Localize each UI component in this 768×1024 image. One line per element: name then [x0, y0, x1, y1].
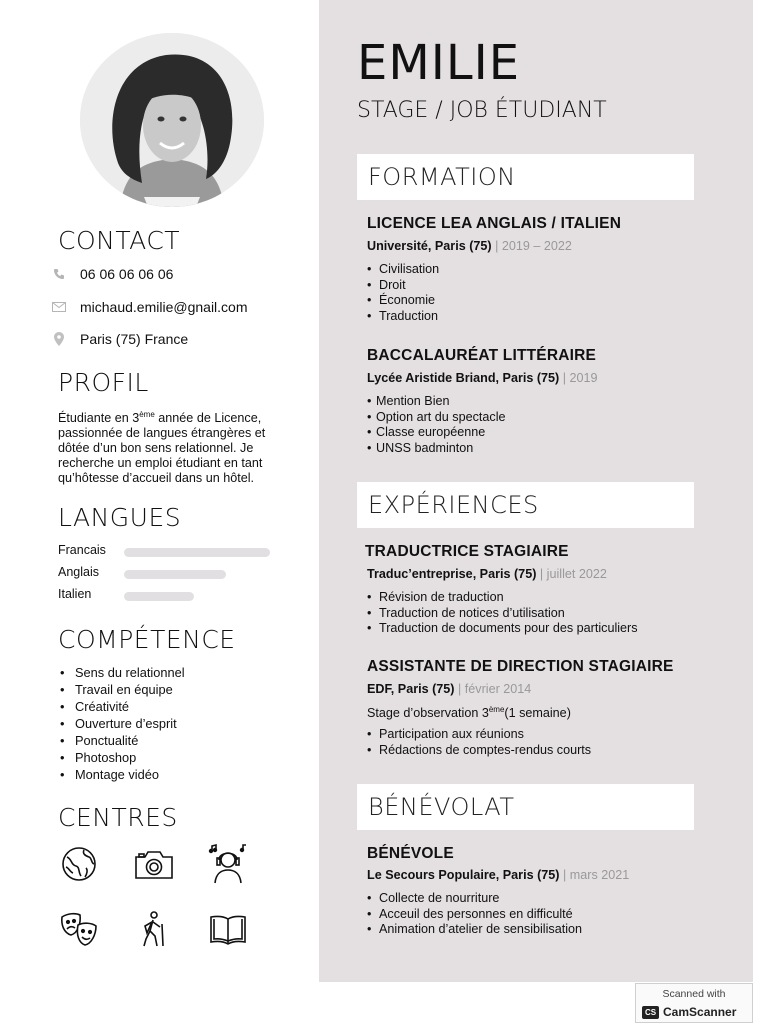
list-item: • Droit [367, 278, 439, 294]
location-text: Paris (75) France [80, 331, 189, 347]
entry-title: TRADUCTRICE STAGIAIRE [365, 543, 569, 560]
entry-subtitle: Université, Paris (75) | 2019 – 2022 [367, 239, 572, 253]
language-level-bar [124, 548, 270, 557]
watermark-line1: Scanned with [662, 988, 726, 1000]
language-label: Anglais [58, 565, 99, 579]
watermark-line2: CamScanner [663, 1005, 737, 1019]
language-row [58, 565, 99, 581]
email-icon [50, 299, 68, 315]
profile-photo [80, 33, 264, 207]
benevolat-heading: BÉNÉVOLAT [357, 784, 694, 830]
camera-icon [133, 843, 175, 885]
profil-text: Étudiante en 3ème année de Licence, passionnée de langues étrangères et dôtée d’un bon sens relationnel. Je recherche un emploi étudiant en tant qu’hôtesse d’accueil dans un hôtel. [58, 410, 266, 486]
phone-number: 06 06 06 06 06 [80, 266, 174, 282]
job-subtitle: STAGE / JOB ÉTUDIANT [357, 98, 607, 123]
list-item: • UNSS badminton [367, 441, 506, 457]
list-item: • Photoshop [58, 749, 185, 766]
experiences-heading: EXPÉRIENCES [357, 482, 694, 528]
list-item: • Travail en équipe [58, 681, 185, 698]
hiking-icon [133, 909, 175, 951]
bullet-list [367, 262, 439, 324]
globe-icon [58, 843, 100, 885]
email-address: michaud.emilie@gnail.com [80, 299, 248, 315]
list-item: • Ponctualité [58, 732, 185, 749]
list-item: • Économie [367, 293, 439, 309]
person-name: EMILIE [357, 35, 521, 91]
entry-title: BACCALAURÉAT LITTÉRAIRE [367, 347, 597, 364]
list-item: • Acceuil des personnes en difficulté [367, 907, 582, 923]
language-label: Francais [58, 543, 106, 557]
theater-masks-icon [58, 909, 100, 951]
list-item: • Révision de traduction [367, 590, 638, 606]
list-item: • Sens du relationnel [58, 664, 185, 681]
list-item: • Ouverture d’esprit [58, 715, 185, 732]
contact-location [50, 329, 189, 349]
list-item: • Montage vidéo [58, 766, 185, 783]
contact-email [50, 297, 248, 317]
contact-heading: CONTACT [58, 226, 181, 255]
language-level-bar [124, 570, 226, 579]
entry-note: Stage d’observation 3ème(1 semaine) [367, 705, 571, 721]
profil-heading: PROFIL [58, 368, 149, 397]
language-row [58, 543, 106, 559]
entry-title: BÉNÉVOLE [367, 845, 454, 862]
language-label: Italien [58, 587, 92, 601]
contact-phone [50, 264, 174, 284]
entry-title: ASSISTANTE DE DIRECTION STAGIAIRE [367, 658, 674, 675]
phone-icon [50, 266, 68, 282]
camscanner-logo-icon: CS [642, 1006, 659, 1019]
competence-heading: COMPÉTENCE [58, 625, 236, 654]
bullet-list [367, 590, 638, 637]
list-item: • Collecte de nourriture [367, 891, 582, 907]
list-item: • Mention Bien [367, 394, 506, 410]
competence-list [58, 664, 185, 783]
list-item: • Traduction [367, 309, 439, 325]
location-pin-icon [50, 331, 68, 347]
music-headphones-icon [207, 843, 249, 885]
bullet-list [367, 727, 591, 758]
centres-heading: CENTRES [58, 803, 178, 832]
book-icon [207, 909, 249, 951]
list-item: • Créativité [58, 698, 185, 715]
list-item: • Animation d’atelier de sensibilisation [367, 922, 582, 938]
language-level-bar [124, 592, 194, 601]
list-item: • Traduction de notices d’utilisation [367, 606, 638, 622]
entry-subtitle: Lycée Aristide Briand, Paris (75) | 2019 [367, 371, 598, 385]
entry-subtitle: EDF, Paris (75) | février 2014 [367, 682, 532, 696]
langues-heading: LANGUES [58, 503, 182, 532]
list-item: • Rédactions de comptes-rendus courts [367, 743, 591, 759]
entry-title: LICENCE LEA ANGLAIS / ITALIEN [367, 215, 622, 232]
list-item: • Traduction de documents pour des particuliers [367, 621, 638, 637]
camscanner-watermark [635, 983, 753, 1023]
list-item: • Option art du spectacle [367, 410, 506, 426]
formation-heading: FORMATION [357, 154, 694, 200]
list-item: • Civilisation [367, 262, 439, 278]
language-row [58, 587, 91, 603]
list-item: • Participation aux réunions [367, 727, 591, 743]
bullet-list [367, 394, 506, 456]
entry-subtitle: Le Secours Populaire, Paris (75) | mars 2021 [367, 868, 630, 882]
bullet-list [367, 891, 582, 938]
list-item: • Classe européenne [367, 425, 506, 441]
entry-subtitle: Traduc’entreprise, Paris (75) | juillet 2022 [367, 567, 607, 581]
